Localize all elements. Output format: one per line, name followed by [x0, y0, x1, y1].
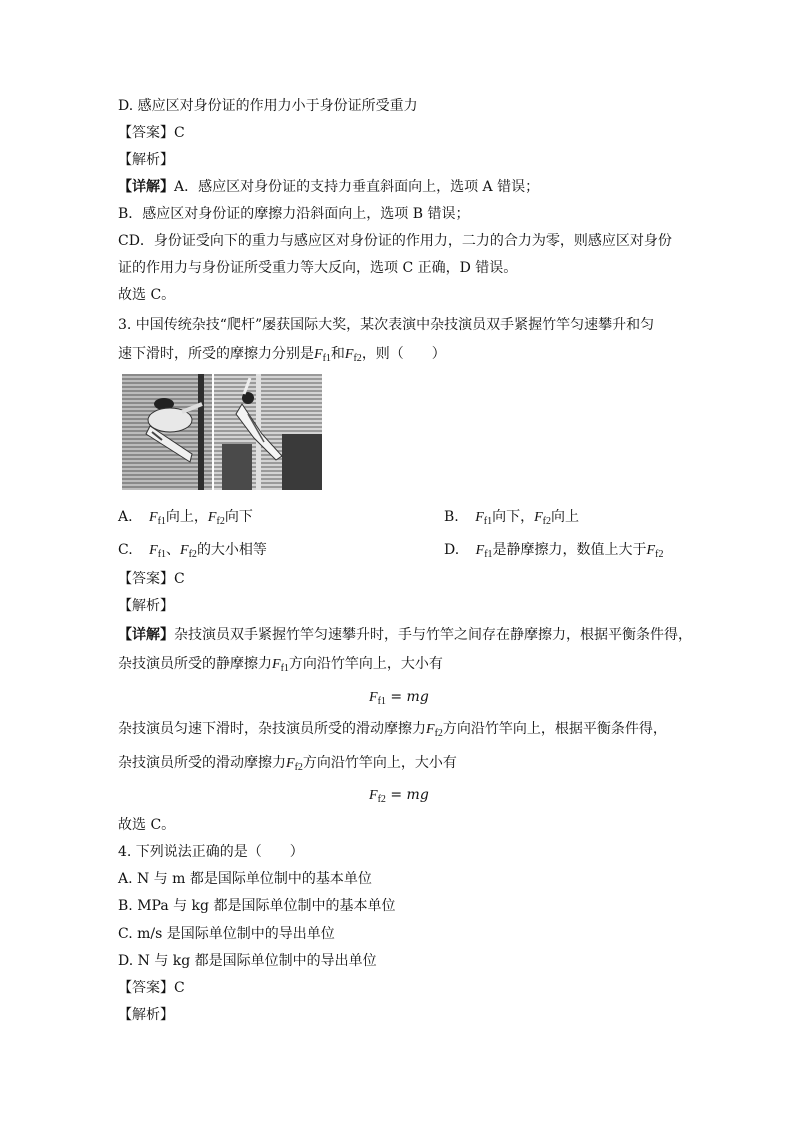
- symbol-ff2: [369, 788, 386, 803]
- option-a-text2: 向下: [224, 509, 253, 525]
- detail-2-b: B．感应区对身份证的摩擦力沿斜面向上，选项 B 错误；: [118, 206, 470, 222]
- question-4-option-c[interactable]: C. m/s 是国际单位制中的导出单位: [118, 926, 335, 942]
- sub-f1: f1: [483, 516, 493, 527]
- sub-f2: f2: [216, 516, 225, 527]
- sub-f2: f2: [377, 794, 386, 805]
- sub-f1: f1: [484, 549, 493, 560]
- analysis-4: 【解析】: [118, 1007, 174, 1023]
- symbol-f: F: [344, 347, 354, 362]
- sub-f1: f1: [157, 516, 166, 527]
- symbol-f: F: [475, 543, 485, 558]
- sub-f2: f2: [188, 549, 197, 560]
- detail-3-line1: [118, 626, 692, 644]
- analysis-2: 【解析】: [118, 152, 174, 168]
- symbol-ff1: [149, 543, 166, 558]
- detail-text: 杂技演员双手紧握竹竿匀速攀升时，手与竹竿之间存在静摩擦力，根据平衡条件得，: [174, 627, 692, 643]
- answer-4: 【答案】C: [118, 980, 185, 996]
- option-d-label: D.: [444, 542, 460, 558]
- symbol-ff2: [647, 543, 664, 558]
- detail-text: A．感应区对身份证的支持力垂直斜面向上，选项 A 错误；: [174, 179, 540, 195]
- option-b-text1: 向下，: [492, 509, 535, 525]
- symbol-ff1: [476, 543, 493, 558]
- symbol-f: F: [207, 510, 217, 525]
- option-b[interactable]: [444, 508, 579, 531]
- analysis-3: 【解析】: [118, 598, 174, 614]
- symbol-ff1: [272, 657, 289, 672]
- symbol-ff1: [369, 690, 386, 705]
- symbol-ff2: [534, 510, 551, 525]
- choose-2: 故选 C。: [118, 287, 176, 303]
- symbol-f: F: [286, 756, 295, 771]
- symbol-f: F: [272, 657, 281, 672]
- option-a[interactable]: [118, 508, 253, 531]
- detail-tag: 【详解】: [118, 627, 174, 643]
- option-a-label: A.: [118, 509, 133, 525]
- sub-f1: f1: [322, 353, 331, 364]
- symbol-ff1: [149, 510, 166, 525]
- question-4-option-d[interactable]: D. N 与 kg 都是国际单位制中的导出单位: [118, 953, 377, 969]
- equation-rhs: = mg: [390, 787, 429, 803]
- photo-illustration: [122, 374, 322, 490]
- symbol-f: F: [369, 690, 378, 705]
- detail-3-line4: [118, 720, 667, 743]
- sub-f1: f1: [157, 549, 167, 560]
- symbol-f: F: [475, 510, 484, 525]
- equation-2: [369, 786, 429, 809]
- detail-3-text-c: 杂技演员匀速下滑时，杂技演员所受的滑动摩擦力: [118, 721, 426, 737]
- pole-climbing-photo: [122, 374, 322, 490]
- symbol-ff2: [345, 347, 362, 362]
- symbol-ff2: [286, 756, 303, 771]
- q3-text-c: ，则（ ）: [361, 346, 446, 362]
- answer-3: 【答案】C: [118, 571, 185, 587]
- option-d-prev: D. 感应区对身份证的作用力小于身份证所受重力: [118, 98, 418, 114]
- answer-2: 【答案】C: [118, 125, 185, 141]
- symbol-ff1: [475, 510, 492, 525]
- symbol-f: F: [314, 347, 323, 362]
- detail-3-text-f: 方向沿竹竿向上，大小有: [302, 755, 457, 771]
- option-a-text1: 向上，: [165, 509, 208, 525]
- symbol-f: F: [534, 510, 543, 525]
- question-3-line1: 3. 中国传统杂技“爬杆”屡获国际大奖，某次表演中杂技演员双手紧握竹竿匀速攀升和匀: [118, 317, 655, 333]
- detail-3-text-d: 方向沿竹竿向上，根据平衡条件得，: [442, 721, 667, 737]
- sub-f2: f2: [434, 728, 443, 739]
- equation-1: [369, 688, 429, 711]
- detail-3-text-e: 杂技演员所受的滑动摩擦力: [118, 755, 286, 771]
- symbol-ff2: [426, 722, 443, 737]
- choose-3: 故选 C。: [118, 817, 176, 833]
- sub-f2: f2: [542, 516, 552, 527]
- option-c-text1: 、: [166, 542, 181, 558]
- question-4: 4. 下列说法正确的是（ ）: [118, 844, 304, 860]
- option-c-label: C.: [118, 542, 133, 558]
- sub-f1: f1: [280, 663, 289, 674]
- symbol-f: F: [426, 722, 435, 737]
- symbol-f: F: [149, 510, 158, 525]
- question-4-option-b[interactable]: B. MPa 与 kg 都是国际单位制中的基本单位: [118, 898, 396, 914]
- question-4-option-a[interactable]: A. N 与 m 都是国际单位制中的基本单位: [118, 871, 372, 887]
- option-c-text2: 的大小相等: [196, 542, 267, 558]
- symbol-f: F: [646, 543, 656, 558]
- sub-f2: f2: [294, 762, 303, 773]
- option-b-text2: 向上: [551, 509, 580, 525]
- symbol-f: F: [149, 543, 158, 558]
- detail-3-text-b: 方向沿竹竿向上，大小有: [288, 656, 443, 672]
- equation-rhs: = mg: [390, 689, 429, 705]
- option-d[interactable]: [444, 541, 663, 564]
- detail-3-line5: [118, 754, 457, 777]
- option-b-label: B.: [444, 509, 459, 525]
- detail-tag: 【详解】: [118, 179, 174, 195]
- detail-2-a: [118, 178, 539, 196]
- detail-3-text-a: 杂技演员所受的静摩擦力: [118, 656, 272, 672]
- detail-2-cd2: 证的作用力与身份证所受重力等大反向，选项 C 正确，D 错误。: [118, 260, 518, 276]
- symbol-ff2: [180, 543, 197, 558]
- sub-f1: f1: [377, 696, 386, 707]
- question-3-line2: [118, 345, 446, 368]
- sub-f2: f2: [655, 549, 664, 560]
- detail-3-line2: [118, 655, 443, 678]
- q3-text-a: 速下滑时，所受的摩擦力分别是: [118, 346, 314, 362]
- option-c[interactable]: [118, 541, 267, 564]
- symbol-ff1: [314, 347, 331, 362]
- option-d-text1: 是静摩擦力，数值上大于: [492, 542, 647, 558]
- q3-text-b: 和: [330, 346, 345, 362]
- symbol-f: F: [180, 543, 189, 558]
- symbol-ff2: [208, 510, 225, 525]
- detail-2-cd1: CD．身份证受向下的重力与感应区对身份证的作用力，二力的合力为零，则感应区对身份: [118, 233, 672, 249]
- symbol-f: F: [369, 788, 378, 803]
- sub-f2: f2: [353, 353, 362, 364]
